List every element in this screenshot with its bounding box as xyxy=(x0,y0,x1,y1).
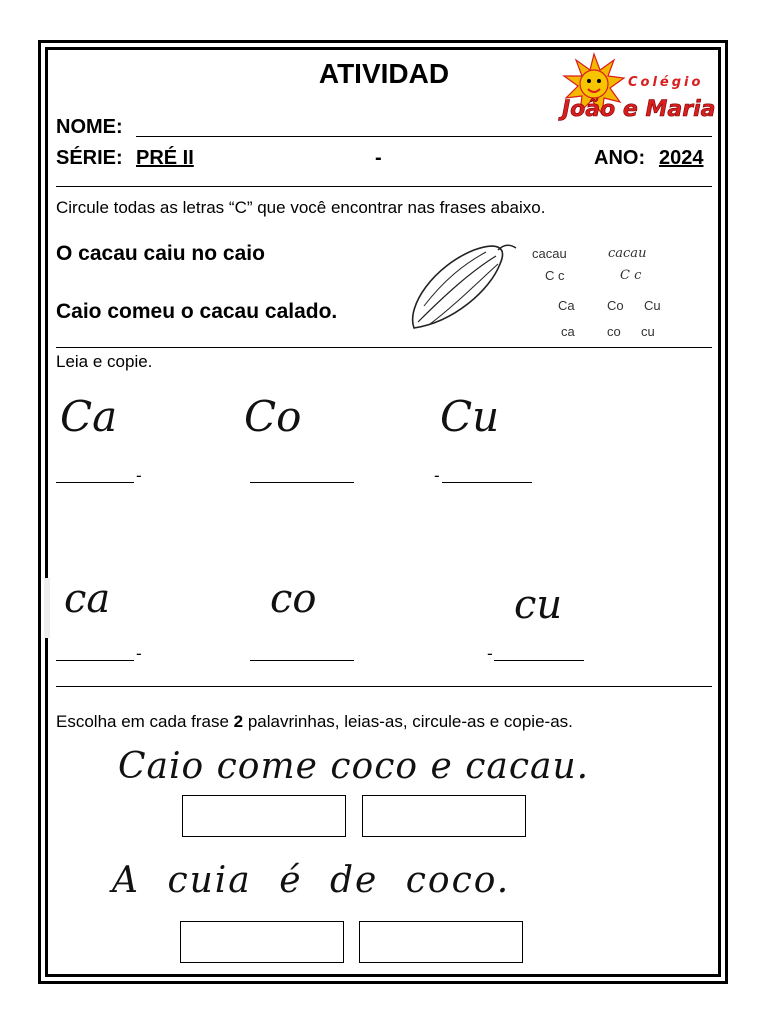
school-logo xyxy=(556,50,718,130)
syllable-upper: Cu xyxy=(644,298,661,313)
answer-box[interactable] xyxy=(182,795,346,837)
cacau-print: cacau xyxy=(532,246,567,261)
divider xyxy=(56,186,712,187)
section2-instruction: Leia e copie. xyxy=(56,352,153,371)
ano-label: ANO: xyxy=(594,147,646,169)
blank-dash: - xyxy=(434,466,440,485)
copy-blank[interactable] xyxy=(56,482,134,483)
syllable-upper: Ca xyxy=(558,298,575,313)
logo-name: João e Maria xyxy=(562,97,716,122)
cc-cursive: C c xyxy=(620,268,642,283)
cursive-syllable: ca xyxy=(64,576,111,622)
instruction-text: Escolha em cada frase xyxy=(56,712,234,731)
phrase-2: Caio comeu o cacau calado. xyxy=(56,300,338,323)
instruction-text: palavrinhas, leias-as, circule-as e copie-as. xyxy=(243,712,573,731)
nome-label: NOME: xyxy=(56,116,123,138)
cursive-syllable: Ca xyxy=(60,392,118,441)
header-dash: - xyxy=(375,147,382,169)
answer-box[interactable] xyxy=(362,795,526,837)
divider xyxy=(56,347,712,348)
instruction-number: 2 xyxy=(233,712,244,731)
cacao-pod-drawing xyxy=(404,236,520,342)
cursive-syllable: Co xyxy=(244,392,302,441)
cursive-syllable: co xyxy=(270,576,317,622)
answer-box[interactable] xyxy=(359,921,523,963)
copy-blank[interactable] xyxy=(250,482,354,483)
cacau-cursive: cacau xyxy=(608,246,647,261)
logo-top-text: Colégio xyxy=(628,75,704,90)
serie-label: SÉRIE: xyxy=(56,147,123,169)
phrase-1: O cacau caiu no caio xyxy=(56,242,265,265)
letter-reference-card xyxy=(520,234,694,344)
syllable-lower: co xyxy=(607,324,621,339)
copy-blank[interactable] xyxy=(494,660,584,661)
copy-blank[interactable] xyxy=(250,660,354,661)
copy-blank[interactable] xyxy=(442,482,532,483)
ano-value: 2024 xyxy=(659,147,704,169)
page-title: ATIVIDAD xyxy=(318,58,450,89)
cursive-sentence: A cuia é de coco. xyxy=(112,860,511,901)
answer-box[interactable] xyxy=(180,921,344,963)
blank-dash: - xyxy=(487,644,493,663)
cursive-syllable: Cu xyxy=(440,392,500,441)
syllable-lower: ca xyxy=(561,324,575,339)
copy-blank[interactable] xyxy=(56,660,134,661)
syllable-upper: Co xyxy=(607,298,624,313)
section1-instruction: Circule todas as letras “C” que você encontrar nas frases abaixo. xyxy=(56,198,546,217)
blank-dash: - xyxy=(136,466,142,485)
nome-field[interactable] xyxy=(136,136,712,137)
cursive-syllable: cu xyxy=(514,582,563,628)
divider xyxy=(56,686,712,687)
section3-instruction xyxy=(56,712,573,732)
cursive-sentence: Caio come coco e cacau. xyxy=(118,746,590,787)
scan-mark xyxy=(44,578,50,638)
serie-value: PRÉ II xyxy=(136,147,194,169)
syllable-lower: cu xyxy=(641,324,655,339)
blank-dash: - xyxy=(136,644,142,663)
cc-print: C c xyxy=(545,268,565,283)
